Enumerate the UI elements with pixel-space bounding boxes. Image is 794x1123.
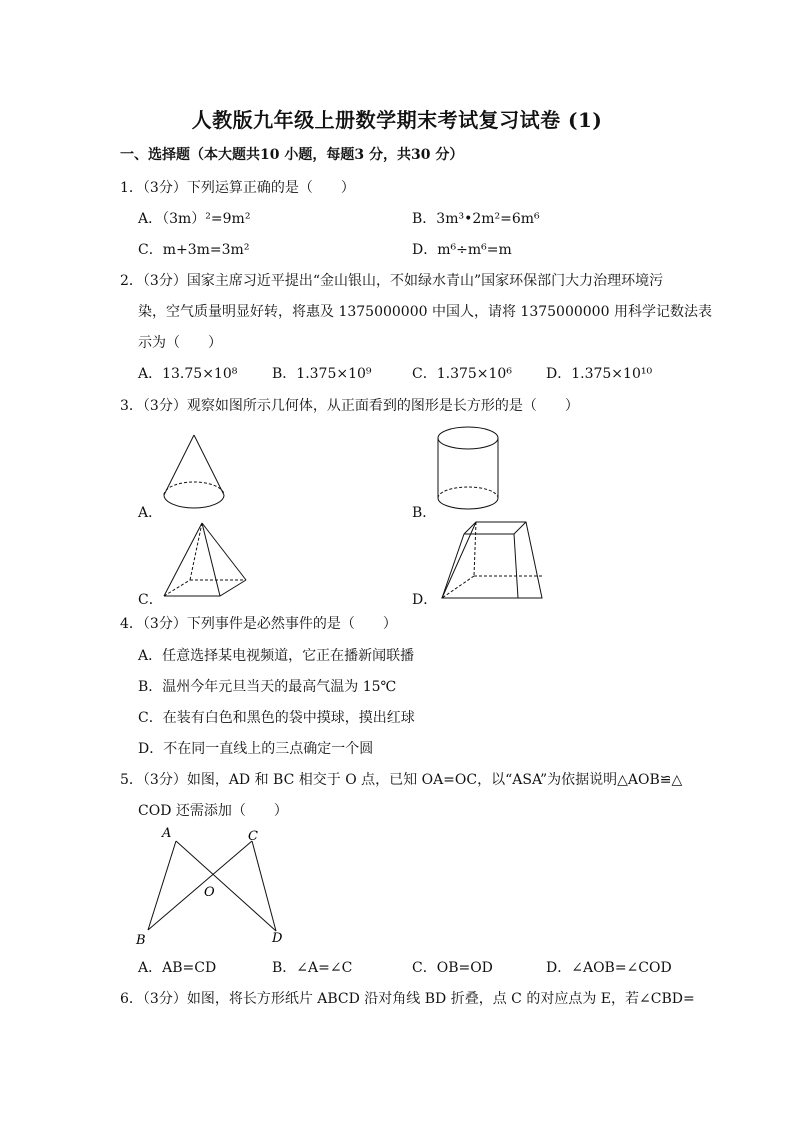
q3-option-b: B．	[412, 505, 437, 521]
q5-option-b: B．∠A=∠C	[272, 960, 353, 976]
q5-option-c: C．OB=OD	[412, 960, 493, 976]
q4-option-b: B．温州今年元旦当天的最高气温为 15℃	[138, 679, 397, 695]
q5-line1: 5．（3分）如图，AD 和 BC 相交于 O 点，已知 OA=OC，以“ASA”为依据说明△AOB≌△	[120, 772, 683, 788]
label-o: O	[204, 885, 215, 900]
q3-option-d: D．	[412, 592, 438, 608]
q4-option-d: D．不在同一直线上的三点确定一个圆	[138, 741, 374, 757]
cylinder-figure	[434, 424, 504, 514]
q2-option-c: C．1.375×10⁶	[412, 366, 512, 382]
label-a: A	[162, 826, 172, 841]
q3-option-a: A．	[138, 505, 163, 521]
q4-option-a: A．任意选择某电视频道，它正在播新闻联播	[138, 648, 415, 664]
triangle-figure	[134, 824, 294, 948]
q5-option-d: D．∠AOB=∠COD	[546, 960, 672, 976]
q2-option-a: A．13.75×10⁸	[138, 366, 238, 382]
q2-option-d: D．1.375×10¹⁰	[546, 366, 653, 382]
q4-stem: 4．（3分）下列事件是必然事件的是（ ）	[120, 616, 397, 632]
q2-line1: 2．（3分）国家主席习近平提出“金山银山，不如绿水青山”国家环保部门大力治理环境污	[120, 273, 664, 289]
q1-option-a: A．（3m）²=9m²	[138, 211, 251, 227]
label-c: C	[248, 829, 258, 844]
q2-line3: 示为（ ）	[138, 335, 222, 351]
label-b: B	[136, 933, 146, 948]
label-d: D	[272, 931, 283, 946]
q1-stem: 1．（3分）下列运算正确的是（ ）	[120, 180, 355, 196]
cone-figure	[160, 432, 230, 516]
exam-title: 人教版九年级上册数学期末考试复习试卷 (1)	[191, 108, 603, 132]
q3-option-c: C．	[138, 592, 163, 608]
q2-line2: 染，空气质量明显好转，将惠及 1375000000 中国人，请将 1375000000 用科学记数法表	[138, 304, 712, 320]
q3-stem: 3．（3分）观察如图所示几何体，从正面看到的图形是长方形的是（ ）	[120, 398, 579, 414]
section-heading: 一、选择题（本大题共10 小题，每题3 分，共30 分）	[120, 147, 464, 163]
q5-line2: COD 还需添加（ ）	[138, 803, 288, 819]
q5-option-a: A．AB=CD	[138, 960, 217, 976]
q1-option-c: C．m+3m=3m²	[138, 242, 250, 258]
frustum-figure	[436, 518, 548, 602]
q2-option-b: B．1.375×10⁹	[272, 366, 372, 382]
q6-line1: 6．（3分）如图，将长方形纸片 ABCD 沿对角线 BD 折叠，点 C 的对应点为 E，若∠CBD=	[120, 991, 695, 1007]
q4-option-c: C．在装有白色和黑色的袋中摸球，摸出红球	[138, 710, 415, 726]
q1-option-b: B．3m³•2m²=6m⁶	[412, 211, 540, 227]
q1-option-d: D．m⁶÷m⁶=m	[412, 242, 512, 258]
pyramid-figure	[160, 520, 252, 600]
